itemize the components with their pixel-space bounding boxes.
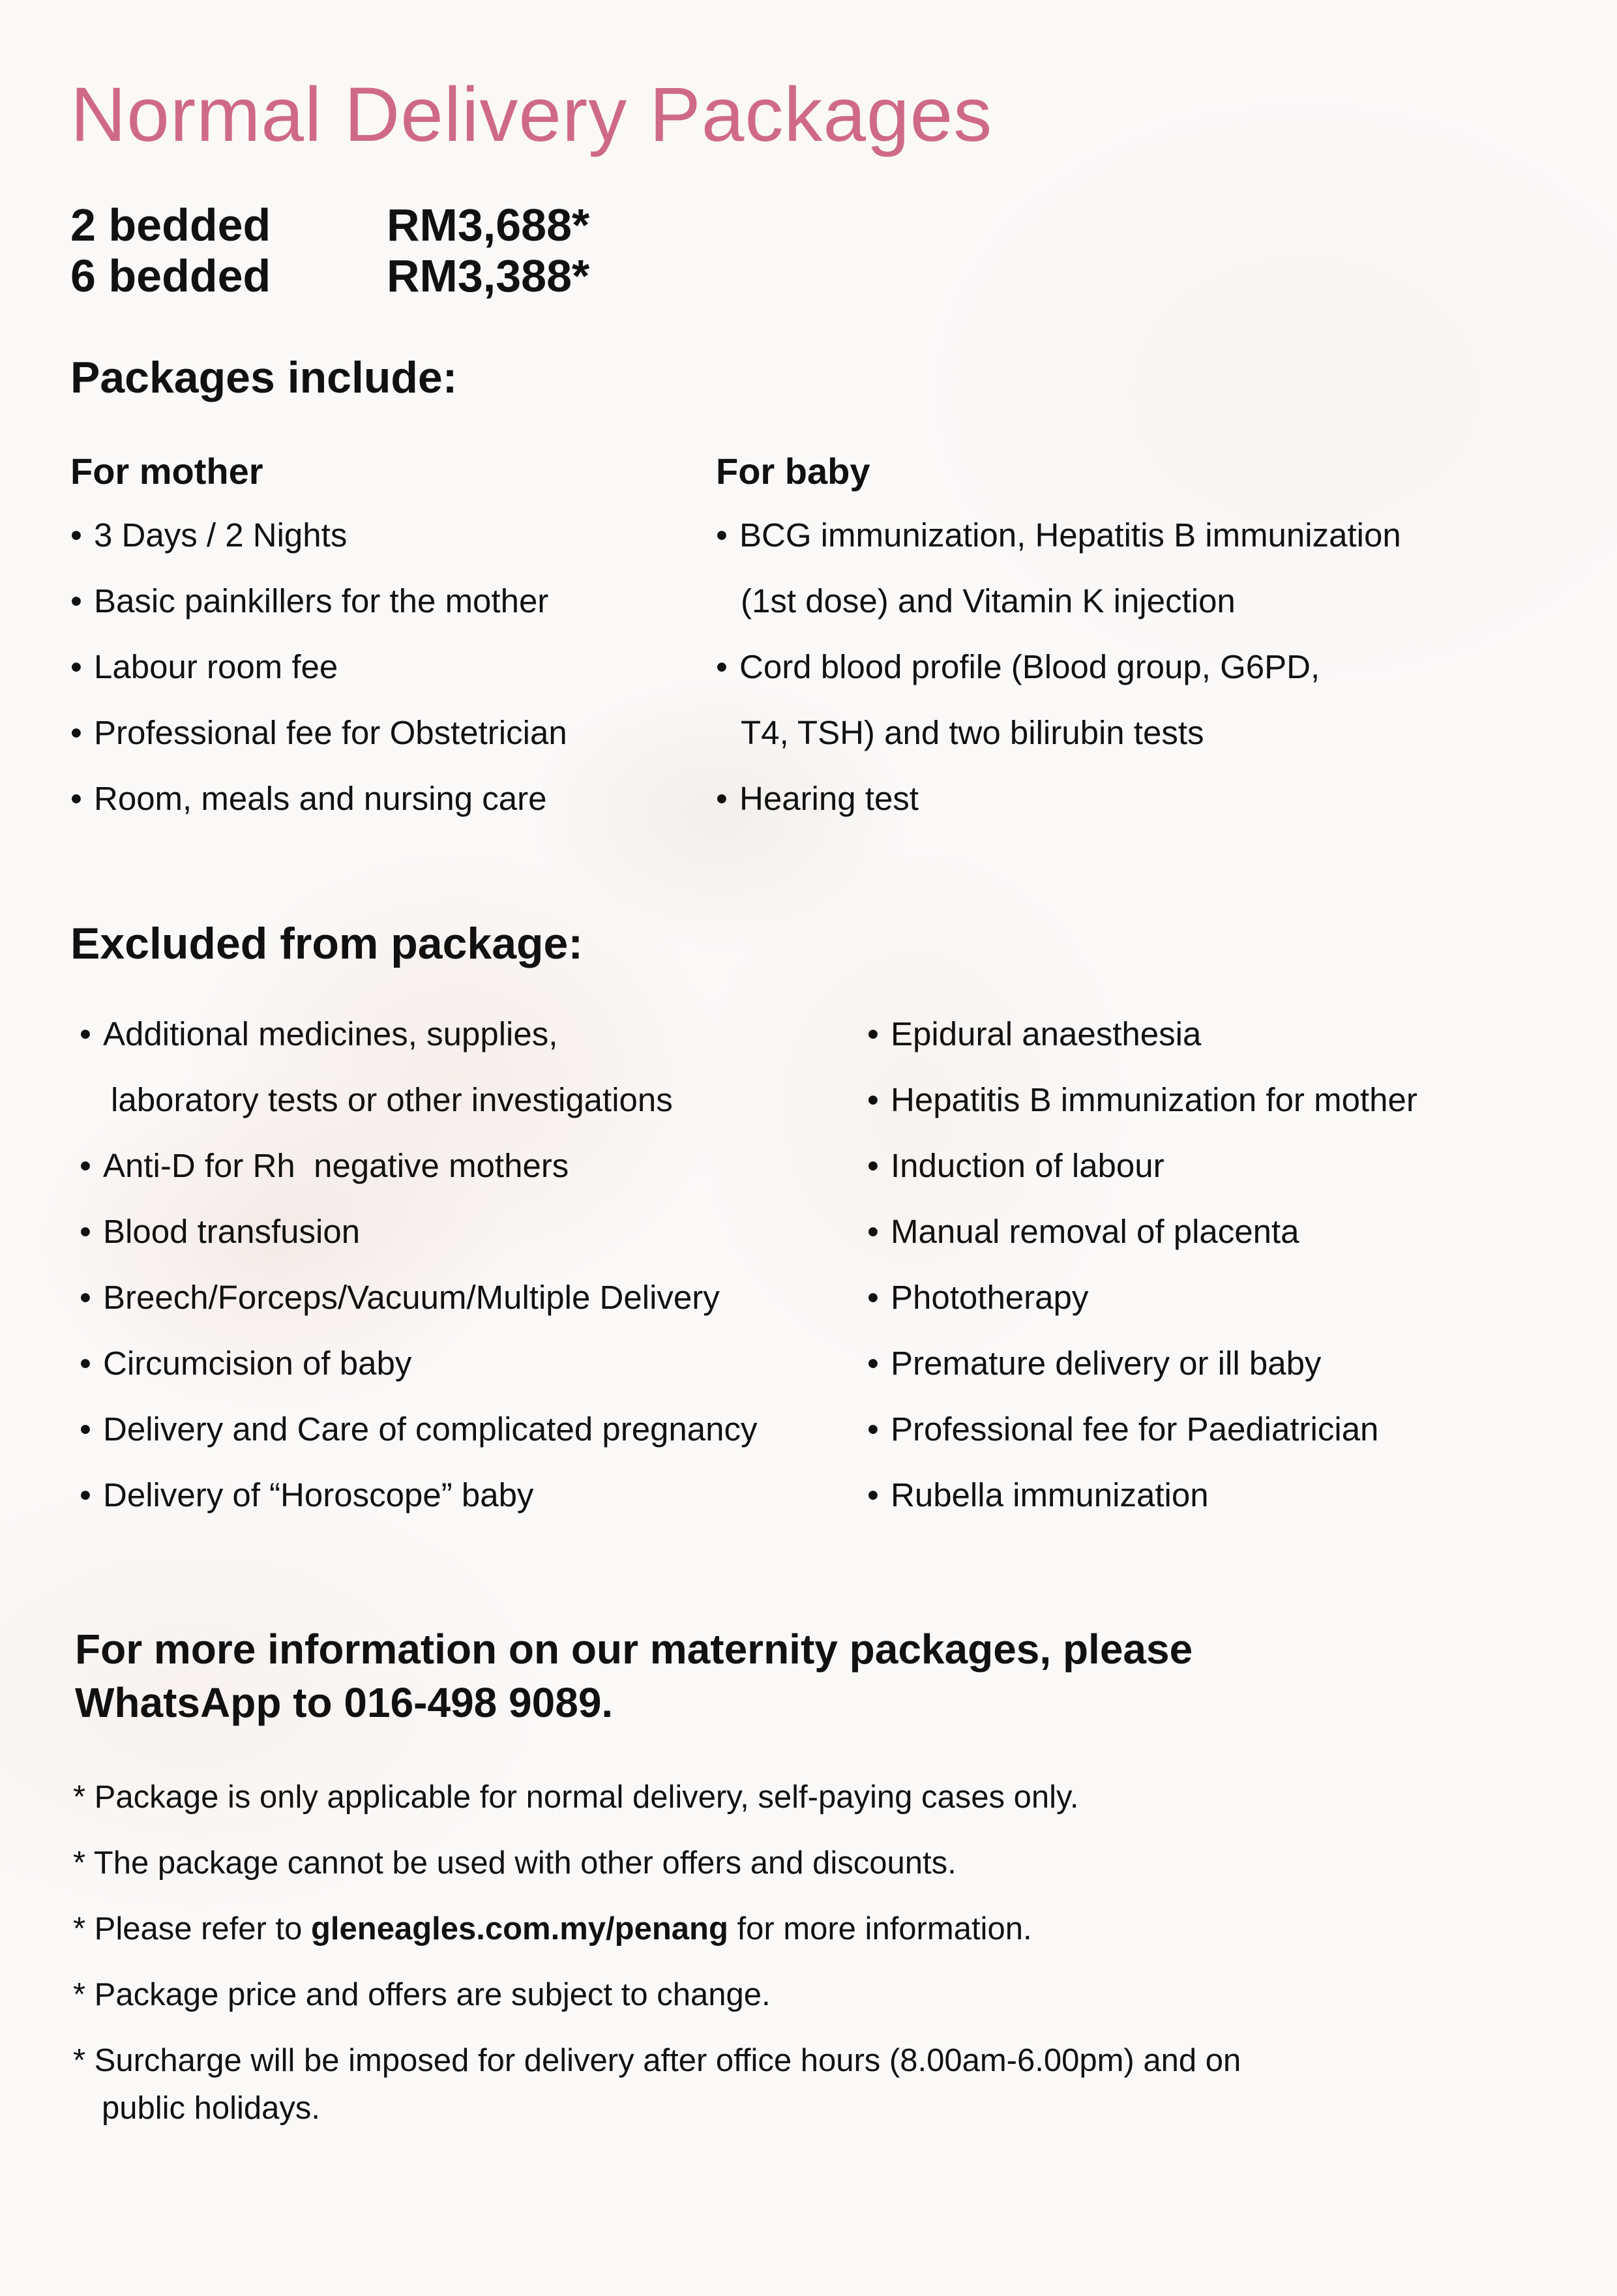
bullet-icon: • bbox=[716, 516, 728, 554]
baby-item: • BCG immunization, Hepatitis B immunization bbox=[716, 516, 1401, 554]
room-type-label: 2 bedded bbox=[70, 200, 271, 250]
baby-item-continuation: (1st dose) and Vitamin K injection bbox=[741, 582, 1236, 619]
excluded-item: • Manual removal of placenta bbox=[867, 1213, 1299, 1250]
excluded-item: • Additional medicines, supplies, bbox=[80, 1015, 558, 1052]
excluded-item: • Premature delivery or ill baby bbox=[867, 1345, 1322, 1382]
bullet-icon: • bbox=[867, 1345, 879, 1382]
note-applicability: * Package is only applicable for normal delivery, self-paying cases only. bbox=[73, 1780, 1079, 1815]
bullet-icon: • bbox=[80, 1213, 91, 1250]
bullet-icon: • bbox=[70, 582, 82, 619]
excluded-item: • Hepatitis B immunization for mother bbox=[867, 1081, 1417, 1118]
excluded-item: • Breech/Forceps/Vacuum/Multiple Delivery bbox=[80, 1279, 720, 1316]
for-mother-heading: For mother bbox=[70, 451, 263, 492]
bullet-icon: • bbox=[867, 1081, 879, 1118]
excluded-item: • Delivery of “Horoscope” baby bbox=[80, 1476, 534, 1513]
bullet-icon: • bbox=[70, 714, 82, 751]
for-baby-heading: For baby bbox=[716, 451, 870, 492]
excluded-item: • Blood transfusion bbox=[80, 1213, 361, 1250]
bullet-icon: • bbox=[867, 1476, 879, 1513]
bullet-icon: • bbox=[70, 648, 82, 685]
excluded-item: • Epidural anaesthesia bbox=[867, 1015, 1202, 1052]
room-type-label: 6 bedded bbox=[70, 250, 271, 301]
bullet-icon: • bbox=[80, 1279, 91, 1316]
bullet-icon: • bbox=[80, 1015, 91, 1052]
excluded-item: • Delivery and Care of complicated pregnancy bbox=[80, 1410, 758, 1448]
price-amount: RM3,388* bbox=[387, 250, 590, 301]
note-surcharge-continuation: public holidays. bbox=[102, 2091, 321, 2126]
excluded-item: • Circumcision of baby bbox=[80, 1345, 412, 1382]
baby-item: • Cord blood profile (Blood group, G6PD, bbox=[716, 648, 1320, 685]
bullet-icon: • bbox=[716, 780, 728, 817]
page-title: Normal Delivery Packages bbox=[70, 72, 993, 158]
excluded-item: • Anti-D for Rh negative mothers bbox=[80, 1147, 569, 1184]
bullet-icon: • bbox=[80, 1476, 91, 1513]
bullet-icon: • bbox=[70, 780, 82, 817]
excluded-item: • Rubella immunization bbox=[867, 1476, 1209, 1513]
bullet-icon: • bbox=[867, 1410, 879, 1448]
bullet-icon: • bbox=[867, 1213, 879, 1250]
mother-item: • Room, meals and nursing care bbox=[70, 780, 547, 817]
whatsapp-contact[interactable]: WhatsApp to 016-498 9089. bbox=[75, 1679, 614, 1726]
bullet-icon: • bbox=[80, 1147, 91, 1184]
baby-item-continuation: T4, TSH) and two bilirubin tests bbox=[741, 714, 1204, 751]
excluded-item: • Phototherapy bbox=[867, 1279, 1089, 1316]
mother-item: • Basic painkillers for the mother bbox=[70, 582, 549, 619]
note-website: * Please refer to gleneagles.com.my/penang for more information. bbox=[73, 1911, 1032, 1946]
bullet-icon: • bbox=[70, 516, 82, 554]
excluded-item: • Professional fee for Paediatrician bbox=[867, 1410, 1379, 1448]
bullet-icon: • bbox=[80, 1345, 91, 1382]
mother-item: • Professional fee for Obstetrician bbox=[70, 714, 567, 751]
bullet-icon: • bbox=[80, 1410, 91, 1448]
note-no-combination: * The package cannot be used with other offers and discounts. bbox=[73, 1845, 957, 1881]
price-amount: RM3,688* bbox=[387, 200, 590, 250]
includes-heading: Packages include: bbox=[70, 353, 458, 402]
excluded-item-continuation: laboratory tests or other investigations bbox=[111, 1081, 673, 1118]
note-surcharge: * Surcharge will be imposed for delivery after office hours (8.00am-6.00pm) and on bbox=[73, 2043, 1241, 2078]
excluded-item: • Induction of labour bbox=[867, 1147, 1165, 1184]
contact-line-1: For more information on our maternity packages, please bbox=[75, 1626, 1193, 1673]
bullet-icon: • bbox=[867, 1147, 879, 1184]
excluded-heading: Excluded from package: bbox=[70, 919, 584, 968]
mother-item: • 3 Days / 2 Nights bbox=[70, 516, 348, 554]
mother-item: • Labour room fee bbox=[70, 648, 338, 685]
bullet-icon: • bbox=[867, 1279, 879, 1316]
bullet-icon: • bbox=[867, 1015, 879, 1052]
website-link[interactable]: gleneagles.com.my/penang bbox=[310, 1911, 728, 1946]
baby-item: • Hearing test bbox=[716, 780, 919, 817]
bullet-icon: • bbox=[716, 648, 728, 685]
contact-info bbox=[75, 1622, 1193, 1729]
note-subject-to-change: * Package price and offers are subject to change. bbox=[73, 1977, 771, 2012]
